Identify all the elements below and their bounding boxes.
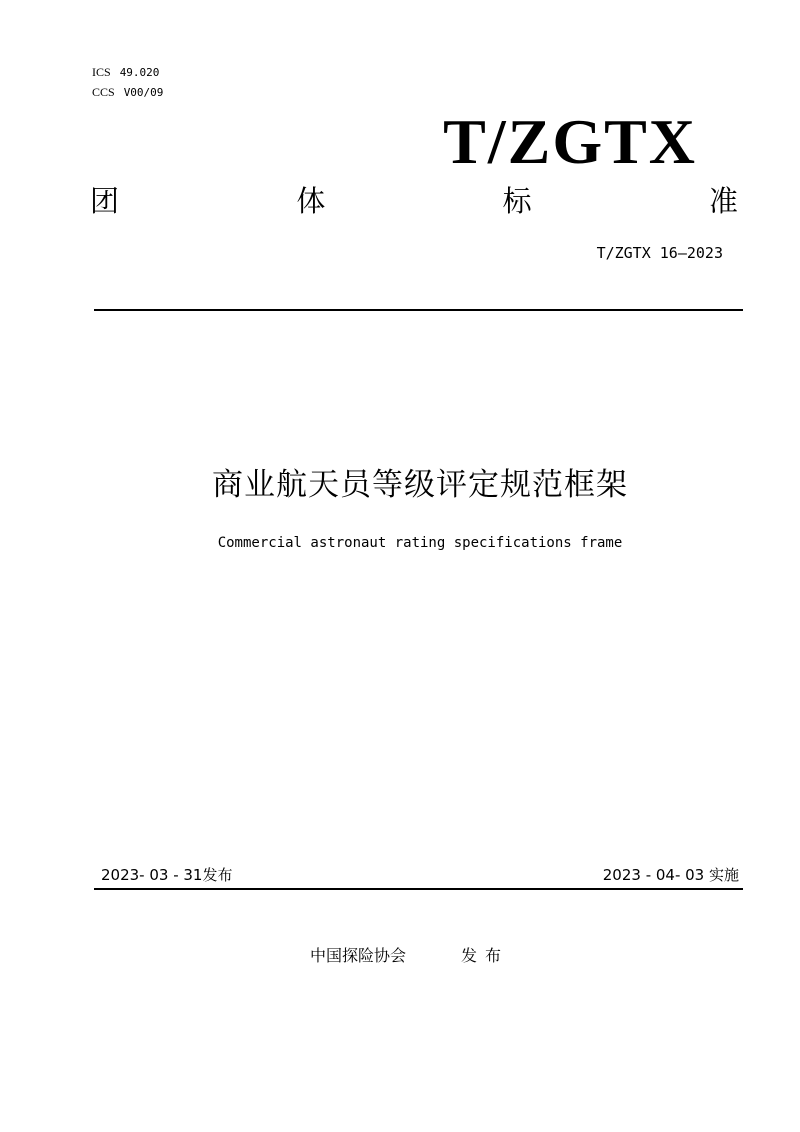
standard-type-char: 体 [296, 184, 326, 218]
ccs-line [92, 85, 163, 100]
issuer-name: 中国探险协会 [310, 946, 407, 965]
issuer-action: 发布 [461, 946, 510, 965]
ics-line [92, 65, 159, 80]
bottom-divider [94, 888, 743, 890]
title-english: Commercial astronaut rating specifications frame [217, 535, 623, 551]
standard-code: T/ZGTX [443, 106, 697, 177]
standard-number: T/ZGTX 16—2023 [596, 244, 723, 262]
ics-label: ICS [92, 65, 111, 79]
title-chinese: 商业航天员等级评定规范框架 [212, 467, 628, 503]
ccs-value: V00/09 [123, 86, 164, 99]
ics-value: 49.020 [119, 66, 160, 79]
standard-type-char: 标 [502, 184, 532, 218]
publish-date: 2023- 03 - 31发布 [101, 866, 233, 884]
standard-type [90, 182, 738, 220]
standard-type-char: 准 [708, 184, 738, 218]
standard-type-char: 团 [90, 184, 120, 218]
top-divider [94, 309, 743, 311]
ccs-label: CCS [92, 85, 115, 99]
implement-date: 2023 - 04- 03 实施 [602, 866, 739, 884]
